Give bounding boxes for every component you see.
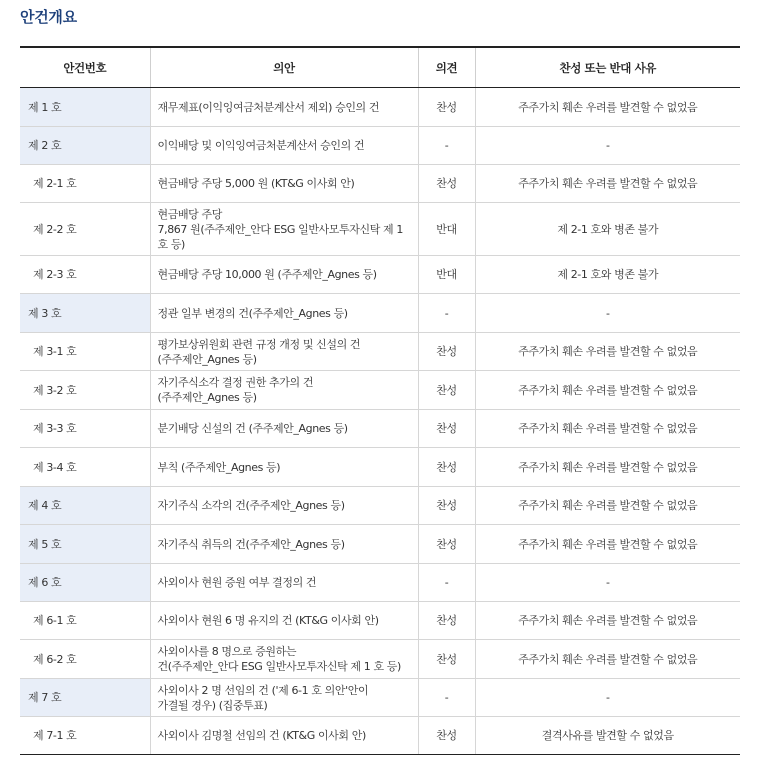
reason-cell: - (475, 127, 740, 165)
reason-cell: 결격사유를 발견할 수 없었음 (475, 717, 740, 755)
agenda-item-cell: 현금배당 주당 5,000 원 (KT&G 이사회 안) (150, 165, 418, 203)
reason-cell: 제 2-1 호와 병존 불가 (475, 256, 740, 294)
reason-cell: 주주가치 훼손 우려를 발견할 수 없었음 (475, 410, 740, 448)
agenda-item-cell: 부칙 (주주제안_Agnes 등) (150, 448, 418, 487)
agenda-number-cell: 제 6-2 호 (20, 640, 150, 679)
reason-cell: 주주가치 훼손 우려를 발견할 수 없었음 (475, 525, 740, 564)
table-row (20, 487, 740, 525)
agenda-number-cell: 제 2-2 호 (20, 203, 150, 256)
opinion-cell: 찬성 (418, 602, 475, 640)
table-row (20, 410, 740, 448)
opinion-cell: 반대 (418, 203, 475, 256)
agenda-item-cell: 사외이사 현원 증원 여부 결정의 건 (150, 564, 418, 602)
table-row (20, 525, 740, 564)
agenda-item-cell: 자기주식소각 결정 권한 추가의 건 (주주제안_Agnes 등) (150, 371, 418, 410)
agenda-item-cell: 자기주식 소각의 건(주주제안_Agnes 등) (150, 487, 418, 525)
agenda-number-cell: 제 5 호 (20, 525, 150, 564)
agenda-table-body (20, 88, 740, 755)
opinion-cell: 반대 (418, 256, 475, 294)
reason-cell: 주주가치 훼손 우려를 발견할 수 없었음 (475, 371, 740, 410)
agenda-number-cell: 제 7 호 (20, 679, 150, 717)
agenda-number-cell: 제 2-3 호 (20, 256, 150, 294)
opinion-cell: 찬성 (418, 88, 475, 127)
table-row (20, 333, 740, 371)
agenda-item-cell: 평가보상위원회 관련 규정 개정 및 신설의 건 (주주제안_Agnes 등) (150, 333, 418, 371)
table-row (20, 640, 740, 679)
agenda-number-cell: 제 1 호 (20, 88, 150, 127)
header-agenda-number: 안건번호 (20, 47, 150, 88)
agenda-number-cell: 제 3 호 (20, 294, 150, 333)
opinion-cell: - (418, 294, 475, 333)
reason-cell: 주주가치 훼손 우려를 발견할 수 없었음 (475, 602, 740, 640)
agenda-number-cell: 제 2-1 호 (20, 165, 150, 203)
reason-cell: 주주가치 훼손 우려를 발견할 수 없었음 (475, 88, 740, 127)
agenda-item-cell: 사외이사를 8 명으로 증원하는 건(주주제안_안다 ESG 일반사모투자신탁 제 1 호 등) (150, 640, 418, 679)
reason-cell: - (475, 294, 740, 333)
agenda-item-cell: 정관 일부 변경의 건(주주제안_Agnes 등) (150, 294, 418, 333)
table-row (20, 371, 740, 410)
header-reason: 찬성 또는 반대 사유 (475, 47, 740, 88)
opinion-cell: 찬성 (418, 371, 475, 410)
header-agenda-item: 의안 (150, 47, 418, 88)
opinion-cell: 찬성 (418, 165, 475, 203)
agenda-number-cell: 제 6-1 호 (20, 602, 150, 640)
opinion-cell: 찬성 (418, 525, 475, 564)
agenda-item-cell: 사외이사 현원 6 명 유지의 건 (KT&G 이사회 안) (150, 602, 418, 640)
opinion-cell: 찬성 (418, 640, 475, 679)
agenda-number-cell: 제 3-1 호 (20, 333, 150, 371)
reason-cell: 제 2-1 호와 병존 불가 (475, 203, 740, 256)
opinion-cell: 찬성 (418, 410, 475, 448)
agenda-number-cell: 제 2 호 (20, 127, 150, 165)
agenda-item-cell: 이익배당 및 이익잉여금처분계산서 승인의 건 (150, 127, 418, 165)
table-row (20, 448, 740, 487)
page-title: 안건개요 (20, 8, 77, 26)
table-row (20, 679, 740, 717)
opinion-cell: - (418, 679, 475, 717)
agenda-item-cell: 재무제표(이익잉여금처분계산서 제외) 승인의 건 (150, 88, 418, 127)
opinion-cell: 찬성 (418, 448, 475, 487)
opinion-cell: 찬성 (418, 487, 475, 525)
reason-cell: - (475, 564, 740, 602)
agenda-number-cell: 제 3-4 호 (20, 448, 150, 487)
table-header-row (20, 47, 740, 88)
table-row (20, 717, 740, 755)
reason-cell: 주주가치 훼손 우려를 발견할 수 없었음 (475, 333, 740, 371)
agenda-number-cell: 제 6 호 (20, 564, 150, 602)
agenda-item-cell: 자기주식 취득의 건(주주제안_Agnes 등) (150, 525, 418, 564)
table-row (20, 294, 740, 333)
table-row (20, 88, 740, 127)
opinion-cell: - (418, 127, 475, 165)
table-row (20, 602, 740, 640)
opinion-cell: - (418, 564, 475, 602)
table-row (20, 256, 740, 294)
agenda-item-cell: 현금배당 주당 7,867 원(주주제안_안다 ESG 일반사모투자신탁 제 1 호 등) (150, 203, 418, 256)
agenda-item-cell: 현금배당 주당 10,000 원 (주주제안_Agnes 등) (150, 256, 418, 294)
agenda-table (20, 46, 740, 755)
agenda-item-cell: 분기배당 신설의 건 (주주제안_Agnes 등) (150, 410, 418, 448)
reason-cell: 주주가치 훼손 우려를 발견할 수 없었음 (475, 487, 740, 525)
table-row (20, 127, 740, 165)
opinion-cell: 찬성 (418, 333, 475, 371)
opinion-cell: 찬성 (418, 717, 475, 755)
table-row (20, 165, 740, 203)
agenda-item-cell: 사외이사 김명철 선임의 건 (KT&G 이사회 안) (150, 717, 418, 755)
reason-cell: 주주가치 훼손 우려를 발견할 수 없었음 (475, 165, 740, 203)
agenda-number-cell: 제 4 호 (20, 487, 150, 525)
header-opinion: 의견 (418, 47, 475, 88)
table-row (20, 203, 740, 256)
agenda-item-cell: 사외이사 2 명 선임의 건 ('제 6-1 호 의안'안이 가결될 경우) (집중투표) (150, 679, 418, 717)
agenda-number-cell: 제 3-3 호 (20, 410, 150, 448)
reason-cell: 주주가치 훼손 우려를 발견할 수 없었음 (475, 448, 740, 487)
table-row (20, 564, 740, 602)
agenda-number-cell: 제 7-1 호 (20, 717, 150, 755)
agenda-number-cell: 제 3-2 호 (20, 371, 150, 410)
reason-cell: 주주가치 훼손 우려를 발견할 수 없었음 (475, 640, 740, 679)
reason-cell: - (475, 679, 740, 717)
